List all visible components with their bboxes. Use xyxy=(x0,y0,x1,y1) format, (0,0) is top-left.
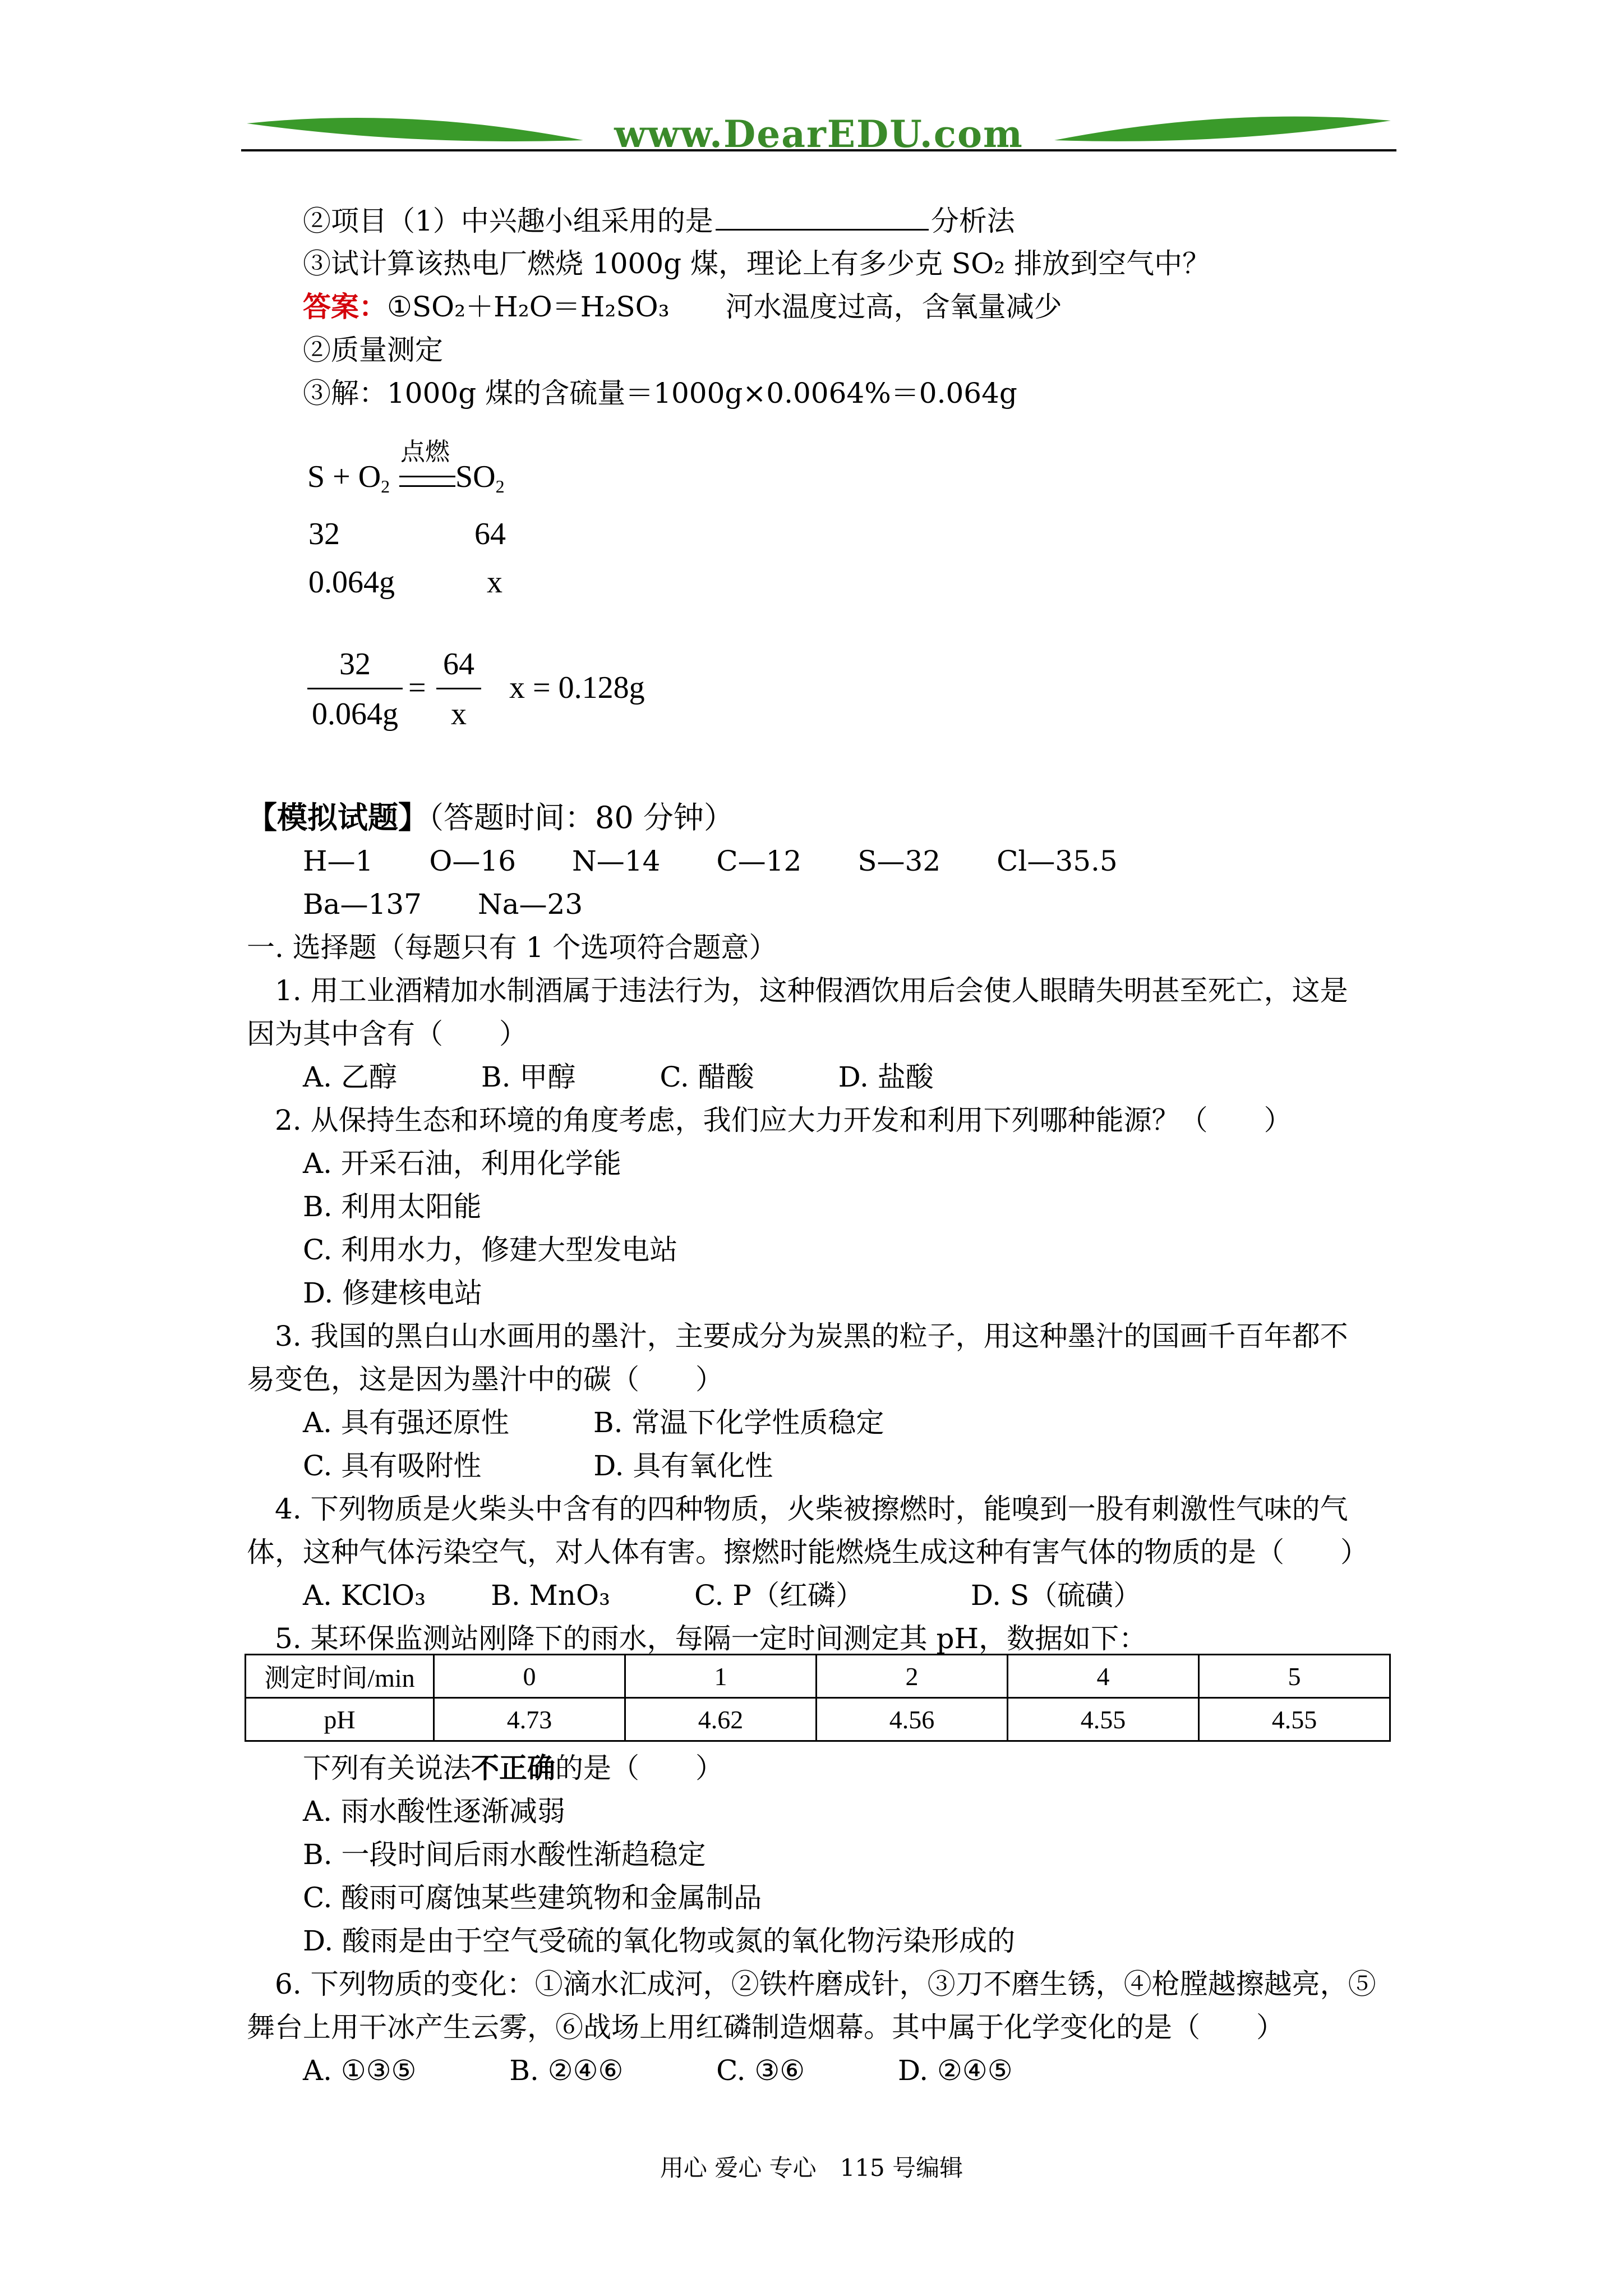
atomic-masses-1: H—1 O—16 N—14 C—12 S—32 Cl—35.5 xyxy=(303,845,1118,877)
question-5-option-c: C. 酸雨可腐蚀某些建筑物和金属制品 xyxy=(303,1881,762,1914)
question-1: 1. 用工业酒精加水制酒属于违法行为，这种假酒饮用后会使人眼睛失明甚至死亡，这是 xyxy=(275,974,1348,1007)
atomic-masses-2: Ba—137 Na—23 xyxy=(303,888,583,921)
answer-label: 答案： xyxy=(303,290,387,323)
table-cell: 0 xyxy=(434,1655,625,1698)
question-4: 4. 下列物质是火柴头中含有的四种物质，火柴被擦燃时，能嗅到一股有刺激性气味的气 xyxy=(275,1493,1348,1525)
question-5: 5. 某环保监测站刚降下的雨水，每隔一定时间测定其 pH，数据如下： xyxy=(275,1622,1147,1655)
molar-mass-so2: 64 xyxy=(474,517,506,551)
table-cell: 测定时间/min xyxy=(246,1655,434,1698)
fraction-left: 32 0.064g xyxy=(307,646,403,732)
table-cell: 4.55 xyxy=(1008,1698,1199,1741)
answer-line-3: ③解：1000g 煤的含硫量＝1000g×0.0064%＝0.064g xyxy=(303,377,1017,409)
page-footer: 用心 爱心 专心 115 号编辑 xyxy=(660,2154,963,2182)
answer-line-2: ②质量测定 xyxy=(303,334,443,366)
question-3-options-ab: A. 具有强还原性 B. 常温下化学性质稳定 xyxy=(303,1406,884,1439)
question-5-option-a: A. 雨水酸性逐渐减弱 xyxy=(303,1795,565,1828)
reaction-equation: $S + O_2$ xyxy=(307,459,390,496)
question-1-cont: 因为其中含有（ ） xyxy=(247,1018,527,1050)
question-2-option-a: A. 开采石油，利用化学能 xyxy=(303,1147,621,1180)
section-heading: 一. 选择题（每题只有 1 个选项符合题意） xyxy=(247,931,777,964)
question-3-cont: 易变色，这是因为墨汁中的碳（ ） xyxy=(247,1363,723,1396)
question-2: 2. 从保持生态和环境的角度考虑，我们应大力开发和利用下列哪种能源？（ ） xyxy=(275,1104,1292,1137)
table-row xyxy=(246,1698,1390,1741)
table-row xyxy=(246,1655,1390,1698)
exam-title: 【模拟试题】（答题时间：80 分钟） xyxy=(247,799,734,835)
fraction-right: 64 x xyxy=(436,646,481,732)
table-cell: 4 xyxy=(1008,1655,1199,1698)
question-1-options: A. 乙醇 B. 甲醇 C. 醋酸 D. 盐酸 xyxy=(303,1061,934,1093)
answer-line-1: 答案：①SO₂＋H₂O＝H₂SO₃ 河水温度过高，含氧量减少 xyxy=(303,290,1062,323)
question-5-option-b: B. 一段时间后雨水酸性渐趋稳定 xyxy=(303,1838,706,1871)
table-cell: 5 xyxy=(1199,1655,1390,1698)
site-logo-text: www.DearEDU.com xyxy=(614,112,1023,156)
table-cell: 1 xyxy=(625,1655,817,1698)
reaction-condition: 点燃 xyxy=(400,438,450,466)
question-4-cont: 体，这种气体污染空气，对人体有害。擦燃时能燃烧生成这种有害气体的物质的是（ ） xyxy=(247,1536,1368,1568)
page-header xyxy=(241,107,1396,174)
table-cell: 4.56 xyxy=(817,1698,1008,1741)
result: x = 0.128g xyxy=(509,670,645,705)
answer-blank xyxy=(716,206,929,231)
question-6-cont: 舞台上用干冰产生云雾，⑥战场上用红磷制造烟幕。其中属于化学变化的是（ ） xyxy=(247,2011,1284,2044)
table-cell: pH xyxy=(246,1698,434,1741)
question-3-options-cd: C. 具有吸附性 D. 具有氧化性 xyxy=(303,1450,773,1482)
solution-q2: ②项目（1）中兴趣小组采用的是 分析法 xyxy=(303,205,1015,237)
solution-q3: ③试计算该热电厂燃烧 1000g 煤，理论上有多少克 SO₂ 排放到空气中？ xyxy=(303,247,1211,280)
table-cell: 4.73 xyxy=(434,1698,625,1741)
question-2-option-b: B. 利用太阳能 xyxy=(303,1190,482,1223)
mass-s: 0.064g xyxy=(308,565,395,600)
question-2-option-d: D. 修建核电站 xyxy=(303,1277,483,1309)
table-cell: 4.55 xyxy=(1199,1698,1390,1741)
equals-sign-line xyxy=(399,476,455,487)
molar-mass-s: 32 xyxy=(308,517,340,551)
question-6-options: A. ①③⑤ B. ②④⑥ C. ③⑥ D. ②④⑤ xyxy=(303,2054,1013,2087)
question-6: 6. 下列物质的变化：①滴水汇成河，②铁杵磨成针，③刀不磨生锈，④枪膛越擦越亮，⑤ xyxy=(275,1968,1376,2000)
mass-x: x xyxy=(487,565,502,600)
table-cell: 4.62 xyxy=(625,1698,817,1741)
ph-data-table xyxy=(245,1654,1391,1742)
question-3: 3. 我国的黑白山水画用的墨汁，主要成分为炭黑的粒子，用这种墨汁的国画千百年都不 xyxy=(275,1320,1348,1352)
question-5-option-d: D. 酸雨是由于空气受硫的氧化物或氮的氧化物污染形成的 xyxy=(303,1925,1016,1957)
table-cell: 2 xyxy=(817,1655,1008,1698)
question-4-options: A. KClO₃ B. MnO₃ C. P（红磷） D. S（硫磺） xyxy=(303,1579,1142,1612)
question-5-stem: 下列有关说法不正确的是（ ） xyxy=(303,1751,723,1784)
question-2-option-c: C. 利用水力，修建大型发电站 xyxy=(303,1234,678,1266)
fraction-equals: = xyxy=(408,670,426,705)
reaction-product: $SO_2$ xyxy=(455,459,505,496)
